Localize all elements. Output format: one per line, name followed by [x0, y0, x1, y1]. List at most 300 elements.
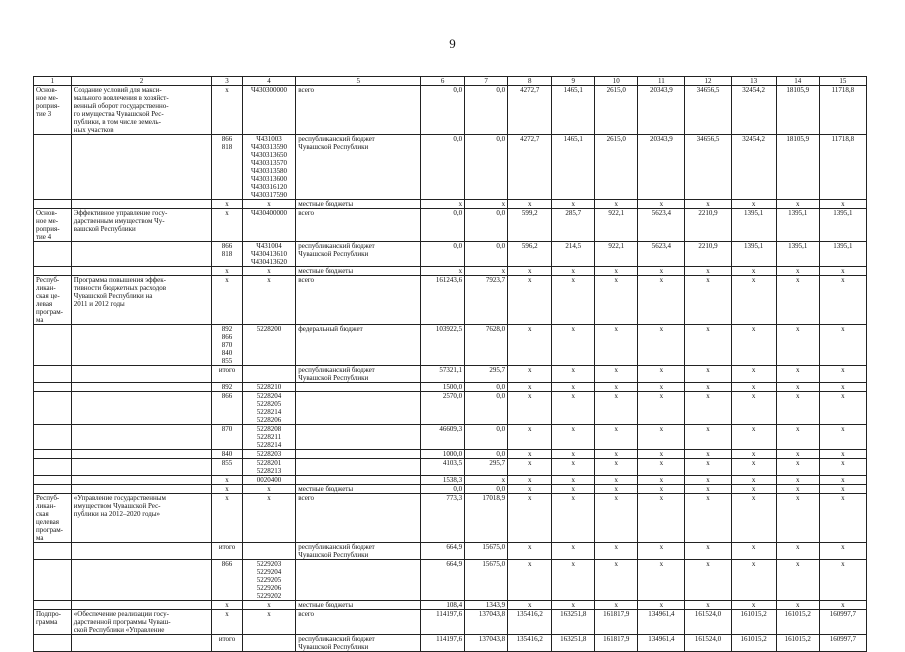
- table-cell: «Обеспечение реализации госу- дарственной программы Чуваш- ской Республики «Управление: [71, 610, 212, 635]
- table-cell: х: [819, 267, 866, 276]
- table-cell: 5228200: [242, 325, 296, 366]
- table-cell: х: [819, 543, 866, 560]
- header-row: [34, 77, 867, 86]
- table-cell: х: [595, 476, 638, 485]
- table-cell: [71, 635, 212, 652]
- table-cell: 34656,5: [685, 135, 731, 200]
- table-cell: х: [508, 276, 552, 325]
- table-cell: итого: [212, 543, 242, 560]
- table-cell: 599,2: [508, 209, 552, 242]
- table-cell: 114197,6: [421, 635, 465, 652]
- table-cell: х: [552, 200, 595, 209]
- table-cell: [34, 485, 72, 494]
- table-cell: республиканский бюджет Чувашской Республики: [296, 242, 421, 267]
- table-cell: х: [638, 543, 685, 560]
- table-cell: х: [595, 383, 638, 392]
- table-cell: 161015,2: [776, 635, 819, 652]
- table-cell: [71, 267, 212, 276]
- table-cell: х: [638, 267, 685, 276]
- table-cell: республиканский бюджет Чувашской Республики: [296, 366, 421, 383]
- table-cell: 1395,1: [819, 209, 866, 242]
- table-cell: 134961,4: [638, 610, 685, 635]
- table-cell: 4272,7: [508, 135, 552, 200]
- table-cell: х: [731, 425, 776, 450]
- table-cell: [71, 560, 212, 601]
- table-cell: х: [685, 366, 731, 383]
- table-cell: 114197,6: [421, 610, 465, 635]
- table-cell: х: [819, 366, 866, 383]
- table-cell: 0,0: [465, 209, 508, 242]
- table-cell: республиканский бюджет Чувашской Республики: [296, 635, 421, 652]
- table-cell: х: [552, 494, 595, 543]
- table-cell: х: [508, 425, 552, 450]
- table-cell: х: [552, 383, 595, 392]
- table-cell: х: [595, 543, 638, 560]
- table-cell: х: [552, 459, 595, 476]
- table-cell: х: [731, 459, 776, 476]
- table-cell: Эффективное управление госу- дарственным имуществом Чу- вашской Республики: [71, 209, 212, 242]
- table-cell: х: [819, 601, 866, 610]
- table-cell: х: [776, 425, 819, 450]
- header-cell: 8: [508, 77, 552, 86]
- table-cell: 0,0: [421, 485, 465, 494]
- table-cell: х: [508, 200, 552, 209]
- table-cell: х: [685, 325, 731, 366]
- table-cell: х: [776, 450, 819, 459]
- table-cell: 866 818: [212, 242, 242, 267]
- table-cell: 160997,7: [819, 610, 866, 635]
- table-cell: [71, 459, 212, 476]
- table-cell: х: [819, 450, 866, 459]
- table-cell: 1465,1: [552, 135, 595, 200]
- table-cell: республиканский бюджет Чувашской Республики: [296, 543, 421, 560]
- table-cell: х: [819, 200, 866, 209]
- table-row: [34, 425, 867, 450]
- table-cell: х: [242, 485, 296, 494]
- table-cell: х: [595, 459, 638, 476]
- table-cell: [296, 450, 421, 459]
- table-cell: 840: [212, 450, 242, 459]
- table-cell: 161243,6: [421, 276, 465, 325]
- table-cell: х: [731, 383, 776, 392]
- table-cell: х: [776, 200, 819, 209]
- table-cell: х: [508, 485, 552, 494]
- table-cell: 2210,9: [685, 209, 731, 242]
- table-cell: х: [731, 601, 776, 610]
- table-row: [34, 459, 867, 476]
- table-cell: х: [242, 276, 296, 325]
- table-cell: х: [595, 450, 638, 459]
- table-cell: 214,5: [552, 242, 595, 267]
- table-cell: 5228204 5228205 5228214 5228206: [242, 392, 296, 425]
- table-cell: 866 818: [212, 135, 242, 200]
- table-cell: х: [776, 560, 819, 601]
- table-cell: 0,0: [421, 242, 465, 267]
- table-cell: 922,1: [595, 209, 638, 242]
- table-cell: х: [776, 276, 819, 325]
- table-cell: местные бюджеты: [296, 485, 421, 494]
- table-cell: 161015,2: [776, 610, 819, 635]
- table-cell: х: [508, 543, 552, 560]
- table-row: [34, 242, 867, 267]
- table-cell: [34, 267, 72, 276]
- table-cell: [296, 476, 421, 485]
- table-cell: х: [685, 200, 731, 209]
- table-cell: [34, 459, 72, 476]
- table-cell: [71, 200, 212, 209]
- table-cell: х: [595, 601, 638, 610]
- table-cell: 870: [212, 425, 242, 450]
- table-cell: х: [508, 383, 552, 392]
- table-cell: всего: [296, 494, 421, 543]
- table-cell: х: [776, 267, 819, 276]
- table-cell: 1395,1: [819, 242, 866, 267]
- table-cell: 46609,3: [421, 425, 465, 450]
- table-cell: 5228203: [242, 450, 296, 459]
- table-cell: х: [685, 543, 731, 560]
- table-cell: [34, 325, 72, 366]
- table-cell: 135416,2: [508, 635, 552, 652]
- table-cell: х: [638, 325, 685, 366]
- table-cell: Ч430300000: [242, 86, 296, 135]
- table-cell: Ч431003 Ч430313590 Ч430313650 Ч430313570 Ч430313580 Ч430313600 Ч430316120 Ч430317590: [242, 135, 296, 200]
- table-row: [34, 325, 867, 366]
- table-row: [34, 276, 867, 325]
- table-row: [34, 383, 867, 392]
- table-cell: х: [552, 543, 595, 560]
- table-cell: 161817,9: [595, 610, 638, 635]
- table-cell: [71, 476, 212, 485]
- table-cell: х: [242, 610, 296, 635]
- table-cell: х: [685, 476, 731, 485]
- table-cell: 1395,1: [776, 242, 819, 267]
- header-cell: 7: [465, 77, 508, 86]
- table-cell: 0,0: [465, 242, 508, 267]
- table-cell: х: [508, 560, 552, 601]
- table-row: [34, 476, 867, 485]
- table-cell: 285,7: [552, 209, 595, 242]
- table-cell: х: [508, 392, 552, 425]
- table-cell: местные бюджеты: [296, 601, 421, 610]
- table-cell: 0,0: [465, 425, 508, 450]
- table-cell: х: [776, 459, 819, 476]
- table-cell: х: [638, 485, 685, 494]
- table-cell: х: [508, 450, 552, 459]
- table-cell: х: [685, 560, 731, 601]
- table-cell: х: [508, 494, 552, 543]
- table-cell: х: [638, 476, 685, 485]
- header-cell: 10: [595, 77, 638, 86]
- table-cell: всего: [296, 610, 421, 635]
- table-cell: 295,7: [465, 459, 508, 476]
- table-cell: х: [508, 325, 552, 366]
- table-cell: х: [212, 494, 242, 543]
- table-cell: 0,0: [465, 392, 508, 425]
- table-cell: 0,0: [421, 86, 465, 135]
- table-cell: х: [819, 560, 866, 601]
- table-cell: х: [819, 485, 866, 494]
- table-cell: х: [685, 450, 731, 459]
- table-cell: х: [212, 485, 242, 494]
- table-cell: х: [212, 209, 242, 242]
- table-cell: всего: [296, 276, 421, 325]
- table-row: [34, 560, 867, 601]
- table-cell: 4272,7: [508, 86, 552, 135]
- table-cell: [71, 392, 212, 425]
- table-cell: [34, 366, 72, 383]
- header-cell: 9: [552, 77, 595, 86]
- table-cell: 855: [212, 459, 242, 476]
- table-cell: 135416,2: [508, 610, 552, 635]
- table-cell: х: [465, 200, 508, 209]
- header-cell: 13: [731, 77, 776, 86]
- table-cell: «Управление государственным имуществом Чувашской Рес- публики на 2012–2020 годы»: [71, 494, 212, 543]
- table-cell: 866: [212, 392, 242, 425]
- table-row: [34, 635, 867, 652]
- table-cell: 2615,0: [595, 135, 638, 200]
- table-cell: [296, 560, 421, 601]
- table-cell: [296, 425, 421, 450]
- table-cell: х: [595, 560, 638, 601]
- table-cell: 20343,9: [638, 86, 685, 135]
- budget-table: [33, 76, 867, 652]
- table-cell: х: [819, 325, 866, 366]
- table-row: [34, 86, 867, 135]
- table-row: [34, 200, 867, 209]
- table-cell: х: [595, 485, 638, 494]
- table-cell: 1500,0: [421, 383, 465, 392]
- table-cell: х: [819, 459, 866, 476]
- table-cell: [242, 543, 296, 560]
- table-cell: 103922,5: [421, 325, 465, 366]
- table-cell: 32454,2: [731, 86, 776, 135]
- table-cell: х: [552, 325, 595, 366]
- table-cell: [71, 425, 212, 450]
- table-cell: х: [731, 476, 776, 485]
- table-cell: [296, 383, 421, 392]
- table-cell: х: [776, 476, 819, 485]
- table-body: [34, 86, 867, 652]
- table-cell: Ч430400000: [242, 209, 296, 242]
- table-cell: х: [638, 383, 685, 392]
- table-cell: х: [508, 459, 552, 476]
- table-cell: итого: [212, 635, 242, 652]
- table-cell: х: [731, 366, 776, 383]
- table-cell: Респуб- ликан- ская це- левая програм- ма: [34, 276, 72, 325]
- table-cell: [34, 200, 72, 209]
- table-cell: [34, 392, 72, 425]
- table-cell: местные бюджеты: [296, 200, 421, 209]
- table-cell: х: [595, 392, 638, 425]
- table-cell: [71, 450, 212, 459]
- table-cell: х: [242, 601, 296, 610]
- table-row: [34, 494, 867, 543]
- header-cell: 6: [421, 77, 465, 86]
- table-cell: х: [819, 392, 866, 425]
- table-cell: х: [776, 325, 819, 366]
- table-cell: 0,0: [465, 86, 508, 135]
- table-cell: х: [819, 383, 866, 392]
- header-cell: 3: [212, 77, 242, 86]
- table-cell: 137043,8: [465, 610, 508, 635]
- table-cell: х: [685, 383, 731, 392]
- table-cell: 161817,9: [595, 635, 638, 652]
- table-cell: федеральный бюджет: [296, 325, 421, 366]
- table-cell: 161524,0: [685, 610, 731, 635]
- header-cell: 5: [296, 77, 421, 86]
- table-cell: 5228210: [242, 383, 296, 392]
- table-cell: 161015,2: [731, 635, 776, 652]
- table-cell: х: [242, 200, 296, 209]
- header-cell: 2: [71, 77, 212, 86]
- table-cell: 160997,7: [819, 635, 866, 652]
- table-cell: х: [731, 200, 776, 209]
- table-cell: Создание условий для макси- мального вовлечения в хозяйст- венный оборот государственно- го имущества Чувашской Рес- публики, в том числе земель- ных участков: [71, 86, 212, 135]
- table-cell: 5228201 5228213: [242, 459, 296, 476]
- table-cell: 20343,9: [638, 135, 685, 200]
- table-cell: х: [776, 543, 819, 560]
- table-cell: х: [595, 494, 638, 543]
- table-cell: [71, 383, 212, 392]
- table-cell: [71, 543, 212, 560]
- table-cell: х: [731, 494, 776, 543]
- table-row: [34, 610, 867, 635]
- table-cell: Ч431004 Ч430413610 Ч430413620: [242, 242, 296, 267]
- table-row: [34, 601, 867, 610]
- table-cell: х: [595, 325, 638, 366]
- table-cell: х: [685, 276, 731, 325]
- header-cell: 11: [638, 77, 685, 86]
- table-cell: х: [552, 560, 595, 601]
- table-cell: 892 866 870 840 855: [212, 325, 242, 366]
- table-cell: 773,3: [421, 494, 465, 543]
- table-cell: [34, 242, 72, 267]
- table-cell: х: [638, 459, 685, 476]
- table-cell: всего: [296, 86, 421, 135]
- table-cell: х: [552, 450, 595, 459]
- table-cell: 7923,7: [465, 276, 508, 325]
- table-cell: х: [638, 366, 685, 383]
- table-cell: 4103,5: [421, 459, 465, 476]
- table-cell: х: [212, 200, 242, 209]
- table-cell: 866: [212, 560, 242, 601]
- table-row: [34, 267, 867, 276]
- table-cell: всего: [296, 209, 421, 242]
- table-cell: х: [465, 267, 508, 276]
- table-cell: [242, 635, 296, 652]
- table-cell: х: [212, 276, 242, 325]
- table-cell: х: [595, 200, 638, 209]
- table-cell: республиканский бюджет Чувашской Республики: [296, 135, 421, 200]
- table-cell: х: [552, 366, 595, 383]
- table-cell: [34, 425, 72, 450]
- table-cell: 161524,0: [685, 635, 731, 652]
- table-cell: 57321,1: [421, 366, 465, 383]
- table-cell: 15675,0: [465, 560, 508, 601]
- table-cell: х: [552, 476, 595, 485]
- table-cell: 596,2: [508, 242, 552, 267]
- table-cell: [242, 366, 296, 383]
- table-cell: 922,1: [595, 242, 638, 267]
- table-cell: х: [685, 494, 731, 543]
- table-cell: [34, 635, 72, 652]
- table-cell: х: [212, 86, 242, 135]
- table-cell: х: [731, 392, 776, 425]
- table-cell: х: [212, 601, 242, 610]
- table-cell: х: [212, 476, 242, 485]
- table-cell: [34, 476, 72, 485]
- table-cell: 2210,9: [685, 242, 731, 267]
- table-cell: х: [731, 485, 776, 494]
- table-cell: х: [595, 366, 638, 383]
- table-cell: х: [508, 601, 552, 610]
- table-row: [34, 485, 867, 494]
- table-cell: х: [595, 267, 638, 276]
- table-cell: [71, 366, 212, 383]
- table-cell: Подпро- грамма: [34, 610, 72, 635]
- table-cell: х: [731, 450, 776, 459]
- table-cell: х: [685, 392, 731, 425]
- table-cell: х: [731, 276, 776, 325]
- table-cell: 892: [212, 383, 242, 392]
- table-cell: Основ- ное ме- роприя- тие 3: [34, 86, 72, 135]
- table-cell: х: [776, 366, 819, 383]
- table-cell: 0,0: [465, 485, 508, 494]
- table-cell: х: [508, 267, 552, 276]
- table-row: [34, 450, 867, 459]
- table-cell: х: [638, 276, 685, 325]
- table-cell: 15675,0: [465, 543, 508, 560]
- table-cell: х: [552, 485, 595, 494]
- table-cell: 34656,5: [685, 86, 731, 135]
- table-cell: х: [638, 450, 685, 459]
- table-cell: 295,7: [465, 366, 508, 383]
- table-cell: х: [819, 425, 866, 450]
- table-cell: итого: [212, 366, 242, 383]
- table-cell: [71, 135, 212, 200]
- table-cell: 11718,8: [819, 86, 866, 135]
- table-cell: 664,9: [421, 560, 465, 601]
- table-cell: [296, 459, 421, 476]
- table-cell: местные бюджеты: [296, 267, 421, 276]
- table-cell: х: [819, 476, 866, 485]
- table-cell: х: [819, 276, 866, 325]
- table-cell: 134961,4: [638, 635, 685, 652]
- table-cell: х: [638, 200, 685, 209]
- table-cell: 32454,2: [731, 135, 776, 200]
- table-cell: [34, 601, 72, 610]
- table-cell: 137043,8: [465, 635, 508, 652]
- table-row: [34, 135, 867, 200]
- table-cell: Программа повышения эффек- тивности бюджетных расходов Чувашской Республики на 2011 и 2012 годы: [71, 276, 212, 325]
- table-cell: х: [638, 560, 685, 601]
- table-cell: х: [508, 366, 552, 383]
- table-cell: 2615,0: [595, 86, 638, 135]
- table-cell: х: [776, 392, 819, 425]
- table-cell: х: [212, 267, 242, 276]
- table-cell: [71, 485, 212, 494]
- table-cell: х: [595, 276, 638, 325]
- header-cell: 12: [685, 77, 731, 86]
- table-cell: 0,0: [465, 383, 508, 392]
- table-cell: 0,0: [465, 135, 508, 200]
- table-cell: х: [731, 325, 776, 366]
- table-cell: 5623,4: [638, 209, 685, 242]
- table-cell: 0,0: [465, 450, 508, 459]
- table-cell: х: [731, 560, 776, 601]
- table-cell: х: [776, 485, 819, 494]
- table-cell: х: [638, 392, 685, 425]
